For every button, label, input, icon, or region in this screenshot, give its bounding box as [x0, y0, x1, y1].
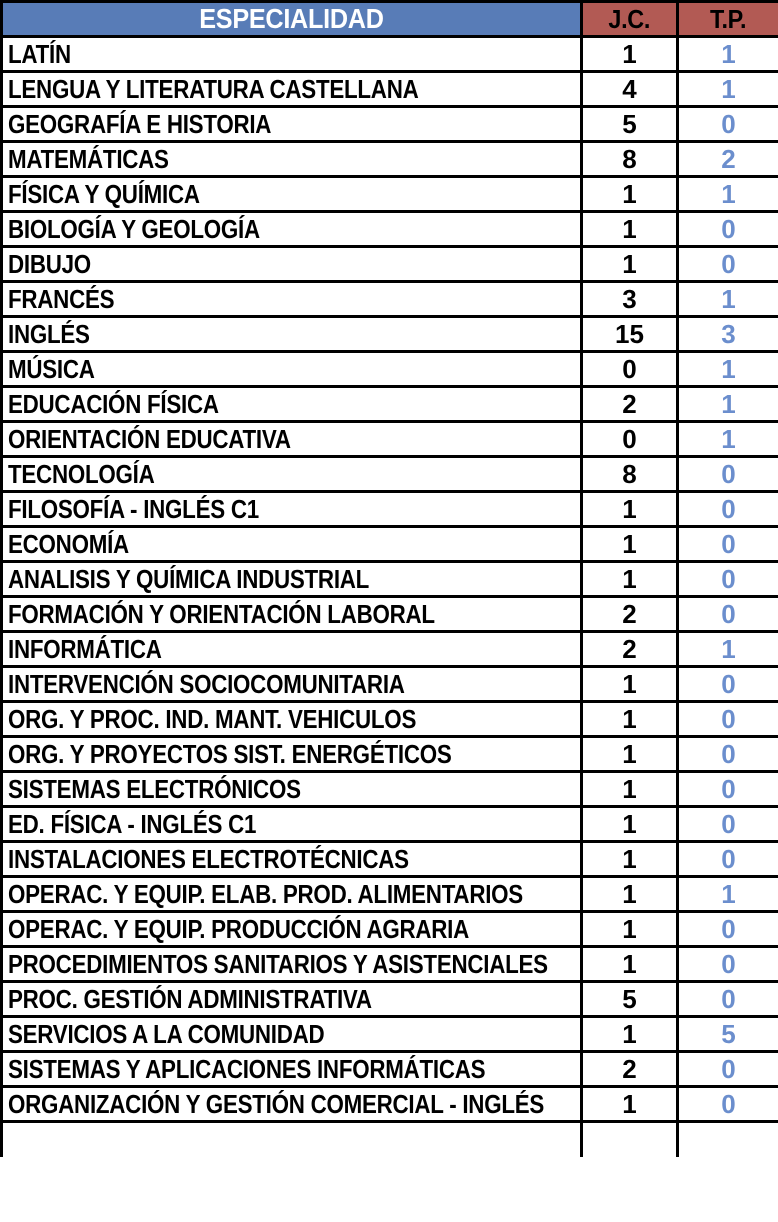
jc-value-cell: 3	[582, 282, 678, 317]
jc-value-cell: 1	[582, 772, 678, 807]
tp-value-cell: 2	[678, 142, 778, 177]
especialidad-cell	[2, 422, 582, 457]
especialidad-label: FRANCÉS	[8, 283, 115, 314]
jc-value-cell: 1	[582, 737, 678, 772]
tp-value-cell: 1	[678, 72, 778, 107]
tp-value-cell: 1	[678, 422, 778, 457]
especialidad-cell	[2, 1052, 582, 1087]
table-row	[2, 527, 778, 562]
tp-value-cell: 0	[678, 212, 778, 247]
especialidad-label: OPERAC. Y EQUIP. PRODUCCIÓN AGRARIA	[8, 913, 470, 944]
table-row	[2, 177, 778, 212]
jc-value-cell: 5	[582, 982, 678, 1017]
especialidad-cell	[2, 702, 582, 737]
jc-value-cell: 1	[582, 177, 678, 212]
tp-value-cell: 0	[678, 562, 778, 597]
tp-value-cell: 5	[678, 1017, 778, 1052]
jc-value-cell: 1	[582, 807, 678, 842]
tp-value-cell: 0	[678, 247, 778, 282]
table-row	[2, 142, 778, 177]
jc-header-label: J.C.	[608, 3, 651, 34]
jc-value-cell: 4	[582, 72, 678, 107]
jc-value-cell: 1	[582, 562, 678, 597]
table-row	[2, 597, 778, 632]
especialidad-label: EDUCACIÓN FÍSICA	[8, 388, 219, 419]
especialidad-cell	[2, 912, 582, 947]
table-row	[2, 107, 778, 142]
jc-value-cell: 1	[582, 667, 678, 702]
especialidad-label: ORGANIZACIÓN Y GESTIÓN COMERCIAL - INGLÉS	[8, 1088, 545, 1119]
especialidad-cell	[2, 527, 582, 562]
tp-value-cell: 0	[678, 912, 778, 947]
jc-value-cell: 2	[582, 632, 678, 667]
especialidad-cell	[2, 177, 582, 212]
header-row	[2, 2, 778, 37]
especialidad-label: DIBUJO	[8, 248, 91, 279]
tp-value-cell: 0	[678, 947, 778, 982]
table-row	[2, 772, 778, 807]
table-row	[2, 317, 778, 352]
especialidad-cell	[2, 247, 582, 282]
tp-value-cell: 0	[678, 772, 778, 807]
table-row	[2, 807, 778, 842]
especialidad-label: PROC. GESTIÓN ADMINISTRATIVA	[8, 983, 372, 1014]
tp-value-cell: 0	[678, 457, 778, 492]
tp-value-cell: 0	[678, 667, 778, 702]
especialidad-label: INGLÉS	[8, 318, 90, 349]
especialidad-label: ORG. Y PROYECTOS SIST. ENERGÉTICOS	[8, 738, 452, 769]
especialidad-label: INFORMÁTICA	[8, 633, 162, 664]
table-row	[2, 72, 778, 107]
especialidad-cell	[2, 72, 582, 107]
tp-value-cell: 0	[678, 492, 778, 527]
empty-cell	[2, 1122, 582, 1157]
especialidad-label: TECNOLOGÍA	[8, 458, 155, 489]
jc-value-cell: 0	[582, 352, 678, 387]
table-row	[2, 737, 778, 772]
especialidad-label: GEOGRAFÍA E HISTORIA	[8, 108, 272, 139]
table-row	[2, 247, 778, 282]
especialidad-cell	[2, 1017, 582, 1052]
especialidad-cell	[2, 1087, 582, 1122]
jc-value-cell: 1	[582, 702, 678, 737]
tp-value-cell: 1	[678, 632, 778, 667]
table-row	[2, 912, 778, 947]
table-row	[2, 492, 778, 527]
especialidad-label: FORMACIÓN Y ORIENTACIÓN LABORAL	[8, 598, 435, 629]
especialidad-label: SISTEMAS ELECTRÓNICOS	[8, 773, 301, 804]
especialidad-label: PROCEDIMIENTOS SANITARIOS Y ASISTENCIALES	[8, 948, 548, 979]
especialidad-label: INSTALACIONES ELECTROTÉCNICAS	[8, 843, 409, 874]
table-row	[2, 1052, 778, 1087]
tp-column-header	[678, 2, 778, 37]
especialidad-label: FÍSICA Y QUÍMICA	[8, 178, 200, 209]
jc-value-cell: 1	[582, 842, 678, 877]
especialidad-column-header	[2, 2, 582, 37]
table-row	[2, 982, 778, 1017]
jc-value-cell: 8	[582, 142, 678, 177]
especialidad-cell	[2, 282, 582, 317]
jc-value-cell: 15	[582, 317, 678, 352]
especialidad-cell	[2, 457, 582, 492]
table-row	[2, 877, 778, 912]
tp-value-cell: 0	[678, 1087, 778, 1122]
tp-value-cell: 1	[678, 37, 778, 72]
tp-value-cell: 0	[678, 702, 778, 737]
jc-value-cell: 1	[582, 37, 678, 72]
jc-column-header	[582, 2, 678, 37]
especialidad-cell	[2, 632, 582, 667]
especialidad-cell	[2, 492, 582, 527]
table-row	[2, 842, 778, 877]
especialidad-header-label: ESPECIALIDAD	[199, 3, 384, 34]
especialidad-cell	[2, 947, 582, 982]
especialidad-cell	[2, 842, 582, 877]
jc-value-cell: 1	[582, 1017, 678, 1052]
especialidad-label: ECONOMÍA	[8, 528, 129, 559]
tp-header-label: T.P.	[710, 3, 747, 34]
tp-value-cell: 0	[678, 107, 778, 142]
especialidad-label: OPERAC. Y EQUIP. ELAB. PROD. ALIMENTARIOS	[8, 878, 523, 909]
table-body	[2, 37, 778, 1157]
especialidad-cell	[2, 562, 582, 597]
table-row	[2, 352, 778, 387]
jc-value-cell: 8	[582, 457, 678, 492]
tp-value-cell: 1	[678, 387, 778, 422]
table-header	[2, 2, 778, 37]
especialidad-cell	[2, 212, 582, 247]
table-row	[2, 702, 778, 737]
tp-value-cell: 1	[678, 352, 778, 387]
jc-value-cell: 1	[582, 492, 678, 527]
tp-value-cell: 1	[678, 177, 778, 212]
table-row	[2, 37, 778, 72]
table-row	[2, 1087, 778, 1122]
especialidad-cell	[2, 877, 582, 912]
table-row	[2, 562, 778, 597]
empty-cell	[582, 1122, 678, 1157]
tp-value-cell: 1	[678, 282, 778, 317]
especialidad-label: SISTEMAS Y APLICACIONES INFORMÁTICAS	[8, 1053, 486, 1084]
especialidad-cell	[2, 387, 582, 422]
jc-value-cell: 2	[582, 1052, 678, 1087]
jc-value-cell: 1	[582, 1087, 678, 1122]
tp-value-cell: 0	[678, 597, 778, 632]
table-row	[2, 282, 778, 317]
tp-value-cell: 0	[678, 1052, 778, 1087]
jc-value-cell: 2	[582, 597, 678, 632]
jc-value-cell: 1	[582, 527, 678, 562]
table-row	[2, 212, 778, 247]
especialidad-cell	[2, 737, 582, 772]
tp-value-cell: 0	[678, 842, 778, 877]
especialidad-label: BIOLOGÍA Y GEOLOGÍA	[8, 213, 260, 244]
especialidad-label: SERVICIOS A LA COMUNIDAD	[8, 1018, 325, 1049]
especialidad-label: ORG. Y PROC. IND. MANT. VEHICULOS	[8, 703, 417, 734]
jc-value-cell: 2	[582, 387, 678, 422]
especialidad-label: ORIENTACIÓN EDUCATIVA	[8, 423, 291, 454]
especialidad-label: ANALISIS Y QUÍMICA INDUSTRIAL	[8, 563, 370, 594]
table-row	[2, 387, 778, 422]
jc-value-cell: 0	[582, 422, 678, 457]
especialidad-label: MATEMÁTICAS	[8, 143, 169, 174]
especialidad-cell	[2, 352, 582, 387]
especialidad-label: FILOSOFÍA - INGLÉS C1	[8, 493, 259, 524]
especialidad-cell	[2, 667, 582, 702]
tp-value-cell: 0	[678, 527, 778, 562]
jc-value-cell: 1	[582, 247, 678, 282]
especialidad-label: LATÍN	[8, 38, 71, 69]
table-row	[2, 422, 778, 457]
especialidad-cell	[2, 317, 582, 352]
empty-cell	[678, 1122, 778, 1157]
especialidad-cell	[2, 807, 582, 842]
especialidad-cell	[2, 982, 582, 1017]
jc-value-cell: 5	[582, 107, 678, 142]
tp-value-cell: 3	[678, 317, 778, 352]
especialidad-label: MÚSICA	[8, 353, 95, 384]
table-row	[2, 947, 778, 982]
jc-value-cell: 1	[582, 947, 678, 982]
especialidad-label: INTERVENCIÓN SOCIOCOMUNITARIA	[8, 668, 405, 699]
tp-value-cell: 0	[678, 737, 778, 772]
table-row	[2, 1017, 778, 1052]
jc-value-cell: 1	[582, 877, 678, 912]
especialidad-label: ED. FÍSICA - INGLÉS C1	[8, 808, 257, 839]
especialidad-cell	[2, 142, 582, 177]
tp-value-cell: 0	[678, 982, 778, 1017]
table-row	[2, 457, 778, 492]
table-row	[2, 632, 778, 667]
especialidad-cell	[2, 597, 582, 632]
jc-value-cell: 1	[582, 912, 678, 947]
tp-value-cell: 0	[678, 807, 778, 842]
especialidad-cell	[2, 37, 582, 72]
especialidad-cell	[2, 772, 582, 807]
tp-value-cell: 1	[678, 877, 778, 912]
table-row	[2, 667, 778, 702]
especialidad-cell	[2, 107, 582, 142]
especialidad-label: LENGUA Y LITERATURA CASTELLANA	[8, 73, 419, 104]
jc-value-cell: 1	[582, 212, 678, 247]
table-row-partial	[2, 1122, 778, 1157]
